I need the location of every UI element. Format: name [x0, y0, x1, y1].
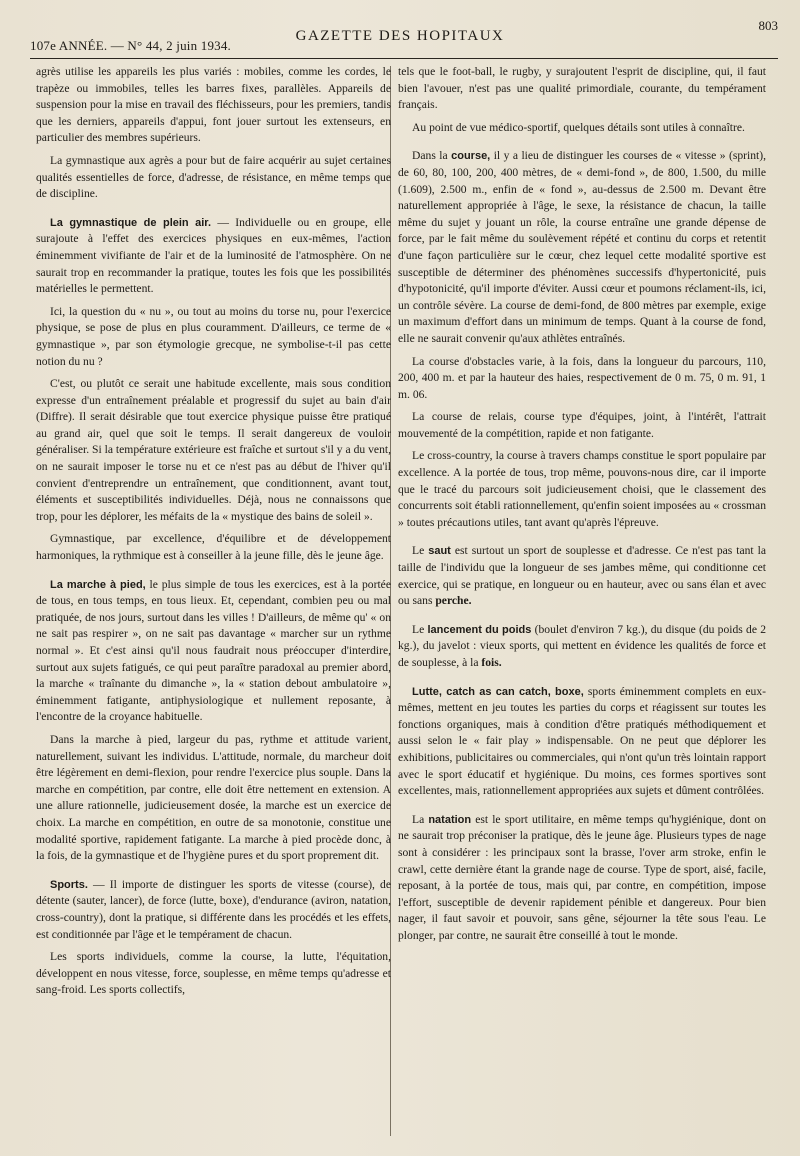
paragraph: La course de relais, course type d'équipes, joint, à l'intérêt, l'attrait mouvementé de la compétition, rapide et non fatigante.: [398, 410, 766, 440]
paragraph-text: est surtout un sport de souplesse et d'adresse. Ce n'est pas tant la taille de l'individu que la longueur de ses jambes même, qui conditionne cet exercice, qui se pratique, en longueur ou en hauteur, avec ou sans élan et avec ou sans: [398, 544, 766, 608]
paragraph: tels que le foot-ball, le rugby, y surajoutent l'esprit de discipline, qui, il faut bien l'avouer, n'est pas une qualité primordiale, courante, du tempérament français.: [398, 65, 766, 112]
section-heading: La gymnastique de plein air.: [50, 216, 212, 229]
paragraph: [398, 148, 766, 347]
paragraph: [36, 577, 391, 726]
paragraph: agrès utilise les appareils les plus variés : mobiles, comme les cordes, le trapèze ou immobiles, telles les barres fixes, parallèles. Appareils de suspension pour la mise en travail des fléchisseurs, pour les premiers, tandis que les derniers, appareils d'appui, font jouer surtout les extenseurs, en particulier des membres supérieurs.: [36, 65, 391, 145]
section-heading: La marche à pied,: [50, 578, 146, 591]
paragraph: [398, 812, 766, 945]
section-heading: natation: [428, 813, 472, 826]
paragraph-text: La: [412, 812, 429, 826]
paragraph: [36, 877, 391, 943]
paragraph: Ici, la question du « nu », ou tout au moins du torse nu, pour l'exercice physique, se pose de plus en plus couramment. D'ailleurs, ce terme de « gymnastique », par son étymologie grecque, ne symbolise-t-il pas cette notion du nu ?: [36, 304, 391, 368]
paragraph: La gymnastique aux agrès a pour but de faire acquérir au sujet certaines qualités essentielles de force, d'adresse, de résistance, en même temps que de discipline.: [36, 153, 391, 201]
page-header: [30, 18, 778, 59]
section-heading: Lutte, catch as can catch, boxe,: [412, 685, 584, 698]
journal-title: GAZETTE DES HOPITAUX: [295, 28, 505, 44]
right-column: [398, 64, 766, 951]
paragraph: Le cross-country, la course à travers champs constitue le sport populaire par excellence. A la portée de tous, trop même, pouvons-nous dire, car il importe que le tracé du parcours soit judicieusement choisi, que le classement des concurrents soit établi rationnellement, qu'enfin soient imposées au « crossman » toutes précautions utiles, tant avant qu'après l'épreuve.: [398, 449, 766, 529]
paragraph-text: (boulet d'environ 7 kg.), du disque (du poids de 2 kg.), du javelot : vieux sports, qui mettent en évidence les qualités de force et de souplesse, à la: [398, 622, 766, 669]
paragraph: [398, 543, 766, 609]
paragraph: [36, 215, 391, 298]
paragraph-text: sports éminemment complets en eux-mêmes, mettent en jeu toutes les parties du corps et réagissent sur toutes les fonctions organiques, mais à condition d'être pratiqués méthodiquement et aussi selon le « fair play » indispensable. On ne peut que déplorer les exhibitions, publicitaires ou commerciales, qui n'ont qu'un très lointain rapport avec le sport éducatif et hygiénique. Du moins, ces formes sportives sont excellentes, mais, rationnellement appropriées aux sujets et dûment contrôlées.: [398, 684, 767, 798]
paragraph-text: — Il importe de distinguer les sports de vitesse (course), de détente (sauter, lancer), de force (lutte, boxe), d'endurance (aviron, natation, cross-country), dont la pratique, si différente dans les procédés et les effets, est conditionnée par l'âge et le tempérament de chacun.: [36, 877, 391, 941]
paragraph: [398, 684, 766, 800]
section-heading: Sports.: [50, 878, 88, 891]
paragraph-text: Dans la: [412, 149, 452, 163]
paragraph-text: le plus simple de tous les exercices, est à la portée de tous, en tous temps, en tous lieux. Et, cependant, combien peu ou mal pratiquée, de nos jours, surtout dans les villes ! D'ailleurs, de même qu' « on ne sait pas respirer », on ne sait pas davantage « marcher sur un rythme normal ». Et c'est ainsi qu'il nous faudrait nous préoccuper d'interdire, surtout aux sujets fatigués, ce qui peut paraître paradoxal au premier abord, la marche « traînante du dimanche », la « station debout ambulatoire », éminemment fatigante, antiphysiologique et nullement reposante, à l'encontre de la croyance habituelle.: [36, 577, 391, 724]
paragraph-text: il y a lieu de distinguer les courses de « vitesse » (sprint), de 60, 80, 100, 200, 400 mètres, de « demi-fond », de 800, 1.500, du mille (1.609), 2.500 m., enfin de « fond », au-dessus de 2.500 m. Devant être naturellement appropriée à l'âge, le sexe, la résistance de chacun, la taille même du sujet y jouant un rôle, la course entraîne une grande dépense de force, par le fait même du soulèvement répété et continu du corps et retentit d'une façon particulière sur le cœur, chez lequel cette modalité sportive est susceptible de déterminer des phénomènes successifs d'hypertonicité, puis d'hypotonicité, qu'il importe d'éviter. Aussi cœur et poumons réclament-ils, ici, un contrôle sévère. La course de demi-fond, de 800 mètres par exemple, exige un maximum d'effort dans un minimum de temps. Quant à la course de fond, elle ne saurait convenir qu'aux athlètes entraînés.: [398, 149, 766, 345]
section-heading: course,: [451, 150, 491, 163]
emphasis: perche.: [435, 594, 472, 608]
paragraph: Au point de vue médico-sportif, quelques détails sont utiles à connaître.: [412, 120, 745, 134]
paragraph: La course d'obstacles varie, à la fois, dans la longueur du parcours, 110, 200, 400 m. et par la hauteur des haies, respectivement de 0 m. 75, 0 m. 91, 1 m. 06.: [398, 354, 766, 401]
paragraph-text: Le: [412, 544, 429, 558]
paragraph: Gymnastique, par excellence, d'équilibre et de développement harmoniques, la rythmique est à conseiller à la jeune fille, dès le jeune âge.: [36, 532, 391, 563]
paragraph: C'est, ou plutôt ce serait une habitude excellente, mais sous condition expresse d'un entraînement préalable et progressif du sujet au bain d'air (Diffre). Il serait désirable que tout exercice physique puisse être pratiqué au grand air, quel que soit le temps. Il serait dangereux de vouloir généraliser. Si la température extérieure est fraîche et surtout s'il y a du vent, on ne saurait imposer le torse nu et ce n'est pas au début de l'hiver qu'il convient d'entreprendre un entraînement, que conditionnent, avant tout, éléments et susceptibilités individuelles. Déjà, nous ne connaissons que trop, pour les déplorer, les méfaits de la « mystique des bains de soleil ».: [36, 377, 391, 523]
emphasis: fois.: [481, 656, 502, 669]
section-heading: lancement du poids: [427, 623, 532, 636]
paragraph: [398, 622, 766, 672]
paragraph: Les sports individuels, comme la course, la lutte, l'équitation, développent en nous vitesse, force, souplesse, en même temps qu'adresse et sang-froid. Les sports collectifs,: [36, 950, 391, 997]
paragraph-text: est le sport utilitaire, en même temps qu'hygiénique, dont on ne saurait trop préconiser la pratique, dès le jeune âge. Plusieurs types de nage sont à considérer : les principaux sont la brasse, l'over arm stroke, enfin le crawl, cette dernière étant la grande nage de course. Type de sport, aisé, facile, reposant, à la portée de tous, mais qui, par contre, en compétition, impose l'effort, susceptible de devenir rapidement pénible et dangereux. Pour bien nager, il faut savoir et pouvoir, sans gêne, séjourner la tête sous l'eau. Le plonger, par contre, ne saurait être conseillé à tout le monde.: [398, 812, 766, 942]
page-number: 803: [758, 18, 778, 33]
paragraph-text: — Individuelle ou en groupe, elle surajoute à l'effet des exercices physiques en eux-mêmes, l'action éminemment vivifiante de l'air et de la luminosité de l'atmosphère. On ne saurait trop en recommander la pratique, toutes les fois que les possibilités matérielles le permettent.: [36, 215, 391, 296]
issue-line: 107e ANNÉE. — N° 44, 2 juin 1934.: [30, 38, 232, 53]
section-heading: saut: [428, 545, 451, 558]
paragraph: Dans la marche à pied, largeur du pas, rythme et attitude varient, naturellement, suivant les individus. L'attitude, normale, du marcheur doit être légèrement en demi-flexion, pour rendre l'exercice plus souple. Dans la marche en compétition, par contre, elle doit être nettement en extension. A une allure rationnelle, judicieusement dosée, la marche est un exercice de choix. La marche en compétition, en outre de sa monotonie, constitue une modalité sportive, rapidement fatigante. La marche à pied procède donc, à la fois, de la gymnastique et de l'hygiène pures et du sport proprement dit.: [36, 732, 391, 863]
left-column: [36, 64, 391, 1005]
paragraph-text: Le: [412, 622, 428, 636]
